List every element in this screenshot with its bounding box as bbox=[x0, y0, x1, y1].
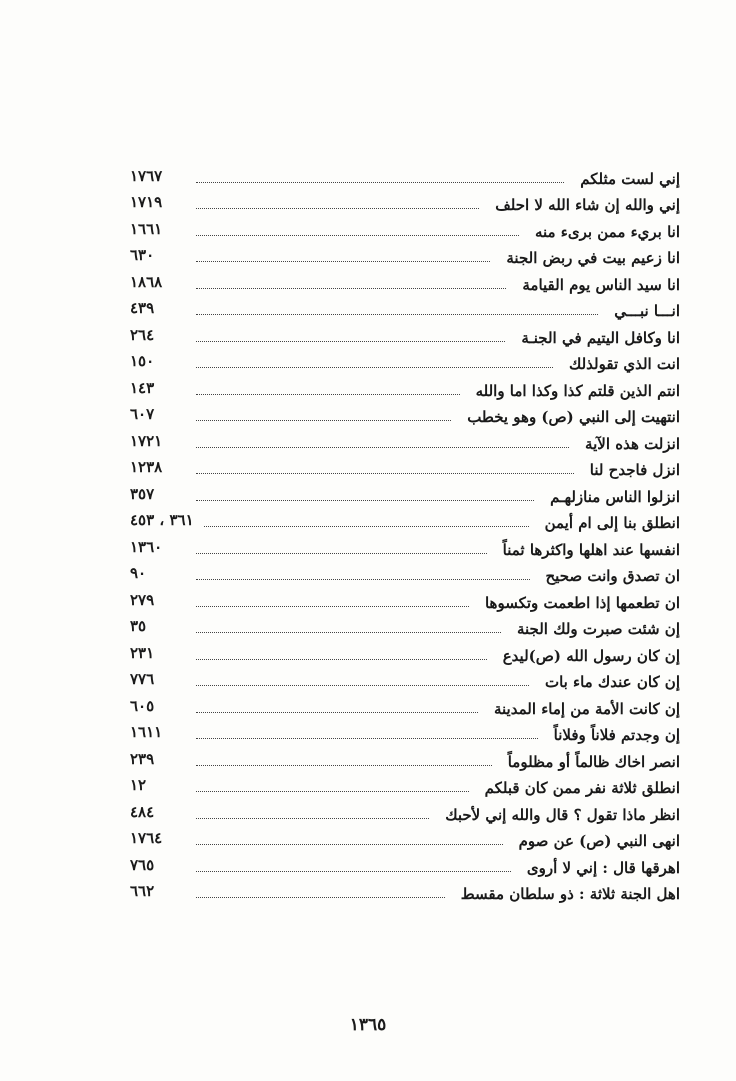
entry-page-ref: ٧٧٦ bbox=[130, 670, 155, 688]
entry-title: إن وجدتم فلاناً وفلاناً bbox=[553, 726, 680, 744]
index-entry bbox=[130, 321, 680, 348]
entry-title: انطلق بنا إلى ام أيمن bbox=[544, 514, 680, 532]
index-entry bbox=[130, 560, 680, 587]
entry-title: انا سيد الناس يوم القيامة bbox=[522, 275, 680, 294]
index-entry bbox=[130, 189, 680, 216]
entry-page-ref: ١٨٦٨ bbox=[130, 272, 163, 291]
index-entry bbox=[130, 295, 680, 322]
index-entry bbox=[130, 666, 680, 693]
page-number: ١٣٦٥ bbox=[349, 1015, 387, 1035]
dotted-leader bbox=[196, 897, 445, 898]
index-entry bbox=[130, 348, 680, 375]
entry-page-ref: ٧٦٥ bbox=[130, 855, 155, 874]
index-entry bbox=[130, 401, 680, 428]
entry-title: اهرقها قال : إني لا أروى bbox=[526, 858, 680, 877]
entry-title: انتم الذين قلتم كذا وكذا اما والله bbox=[475, 381, 680, 400]
entry-page-ref: ٣٥ bbox=[130, 617, 147, 635]
entry-title: انـــا نبـــي bbox=[614, 302, 680, 320]
entry-title: انت الذي تقولذلك bbox=[568, 355, 680, 373]
entry-page-ref: ١٥٠ bbox=[130, 352, 155, 370]
dotted-leader bbox=[196, 818, 429, 819]
dotted-leader bbox=[196, 367, 553, 368]
entry-title: انطلق ثلاثة نفر ممن كان قبلكم bbox=[484, 779, 680, 797]
entry-page-ref: ٦٦٢ bbox=[130, 882, 155, 900]
entry-title: إن شئت صبرت ولك الجنة bbox=[516, 620, 680, 638]
dotted-leader bbox=[196, 394, 460, 395]
entry-title: انزلوا الناس منازلهـم bbox=[550, 487, 680, 506]
dotted-leader bbox=[196, 871, 511, 872]
dotted-leader bbox=[196, 844, 503, 845]
entry-page-ref: ١٤٣ bbox=[130, 378, 155, 397]
dotted-leader bbox=[196, 182, 564, 183]
entry-title: انصر اخاك ظالماً أو مظلوماً bbox=[507, 752, 680, 771]
index-entry bbox=[130, 639, 680, 666]
entry-title: ان تصدق وانت صحيح bbox=[545, 567, 680, 585]
index-entry bbox=[130, 825, 680, 852]
dotted-leader bbox=[196, 553, 487, 554]
entry-page-ref: ٢٦٤ bbox=[130, 325, 155, 344]
index-entry bbox=[130, 772, 680, 799]
entry-page-ref: ٤٨٤ bbox=[130, 802, 155, 821]
entry-page-ref: ٢٣١ bbox=[130, 643, 155, 662]
entry-page-ref: ٣٥٧ bbox=[130, 484, 155, 503]
entry-page-ref: ١٢ bbox=[130, 776, 147, 794]
dotted-leader bbox=[204, 526, 529, 527]
dotted-leader bbox=[196, 606, 469, 607]
entry-title: انا بريء ممن برىء منه bbox=[534, 222, 680, 241]
index-entry bbox=[130, 745, 680, 772]
index-entry bbox=[130, 268, 680, 295]
index-entry bbox=[130, 692, 680, 719]
entry-page-ref: ١٧٦٤ bbox=[130, 829, 163, 847]
entry-title: إن كان رسول الله (ص)ليدع bbox=[502, 646, 680, 665]
dotted-leader bbox=[196, 261, 490, 262]
entry-page-ref: ١٦١١ bbox=[130, 723, 163, 741]
dotted-leader bbox=[196, 341, 505, 342]
entry-title: ان تطعمها إذا اطعمت وتكسوها bbox=[484, 593, 680, 612]
entry-page-ref: ٢٧٩ bbox=[130, 590, 155, 609]
entry-title: انظر ماذا تقول ؟ قال والله إني لأحبك bbox=[445, 805, 680, 824]
dotted-leader bbox=[196, 208, 479, 209]
dotted-leader bbox=[196, 500, 534, 501]
entry-title: إن كانت الأمة من إماء المدينة bbox=[493, 699, 680, 718]
index-entry bbox=[130, 215, 680, 242]
entry-title: انا وكافل اليتيم في الجنـة bbox=[521, 328, 680, 347]
index-entry bbox=[130, 374, 680, 401]
index-entry bbox=[130, 162, 680, 189]
entry-page-ref: ١٧٢١ bbox=[130, 431, 163, 450]
entry-page-ref: ٢٣٩ bbox=[130, 749, 155, 768]
index-entry bbox=[130, 533, 680, 560]
dotted-leader bbox=[196, 659, 487, 660]
dotted-leader bbox=[196, 579, 530, 580]
entry-page-ref: ٤٣٩ bbox=[130, 299, 155, 317]
dotted-leader bbox=[196, 447, 569, 448]
dotted-leader bbox=[196, 712, 478, 713]
entry-page-ref: ١٧٦٧ bbox=[130, 166, 163, 185]
entry-page-ref: ٩٠ bbox=[130, 564, 147, 582]
index-entry bbox=[130, 586, 680, 613]
entry-title: انهى النبي (ص) عن صوم bbox=[518, 832, 680, 850]
entry-title: اهل الجنة ثلاثة : ذو سلطان مقسط bbox=[460, 885, 680, 903]
index-entry bbox=[130, 427, 680, 454]
entry-page-ref: ٦٣٠ bbox=[130, 246, 155, 264]
entry-page-ref: ٦٠٧ bbox=[130, 405, 155, 423]
entry-title: إني والله إن شاء الله لا احلف bbox=[495, 196, 680, 214]
dotted-leader bbox=[196, 288, 506, 289]
index-entry bbox=[130, 878, 680, 905]
entry-page-ref: ١٣٦٠ bbox=[130, 537, 163, 556]
index-entry bbox=[130, 851, 680, 878]
dotted-leader bbox=[196, 791, 469, 792]
dotted-leader bbox=[196, 235, 519, 236]
index-entry bbox=[130, 242, 680, 269]
dotted-leader bbox=[196, 632, 501, 633]
dotted-leader bbox=[196, 738, 538, 739]
entry-title: إن كان عندك ماء بات bbox=[544, 673, 680, 691]
entry-title: انفسها عند اهلها واكثرها ثمناً bbox=[502, 540, 680, 559]
entry-page-ref: ٣٦١ ، ٤٥٣ bbox=[130, 511, 194, 529]
index-entry bbox=[130, 613, 680, 640]
entry-page-ref: ١٢٣٨ bbox=[130, 458, 163, 476]
entry-title: إني لست مثلكم bbox=[580, 169, 680, 188]
entry-page-ref: ١٧١٩ bbox=[130, 193, 163, 211]
entry-title: انزلت هذه الآية bbox=[585, 434, 680, 453]
hadith-index-list bbox=[130, 162, 680, 904]
dotted-leader bbox=[196, 473, 574, 474]
dotted-leader bbox=[196, 765, 492, 766]
index-entry bbox=[130, 480, 680, 507]
dotted-leader bbox=[196, 420, 451, 421]
entry-title: انزل فاجدح لنا bbox=[589, 461, 680, 479]
index-entry bbox=[130, 507, 680, 534]
index-entry bbox=[130, 798, 680, 825]
dotted-leader bbox=[196, 314, 598, 315]
entry-page-ref: ٦٠٥ bbox=[130, 696, 155, 715]
entry-title: انا زعيم بيت في ربض الجنة bbox=[506, 249, 680, 267]
index-entry bbox=[130, 454, 680, 481]
index-entry bbox=[130, 719, 680, 746]
dotted-leader bbox=[196, 685, 529, 686]
entry-page-ref: ١٦٦١ bbox=[130, 219, 163, 238]
entry-title: انتهيت إلى النبي (ص) وهو يخطب bbox=[467, 408, 680, 426]
